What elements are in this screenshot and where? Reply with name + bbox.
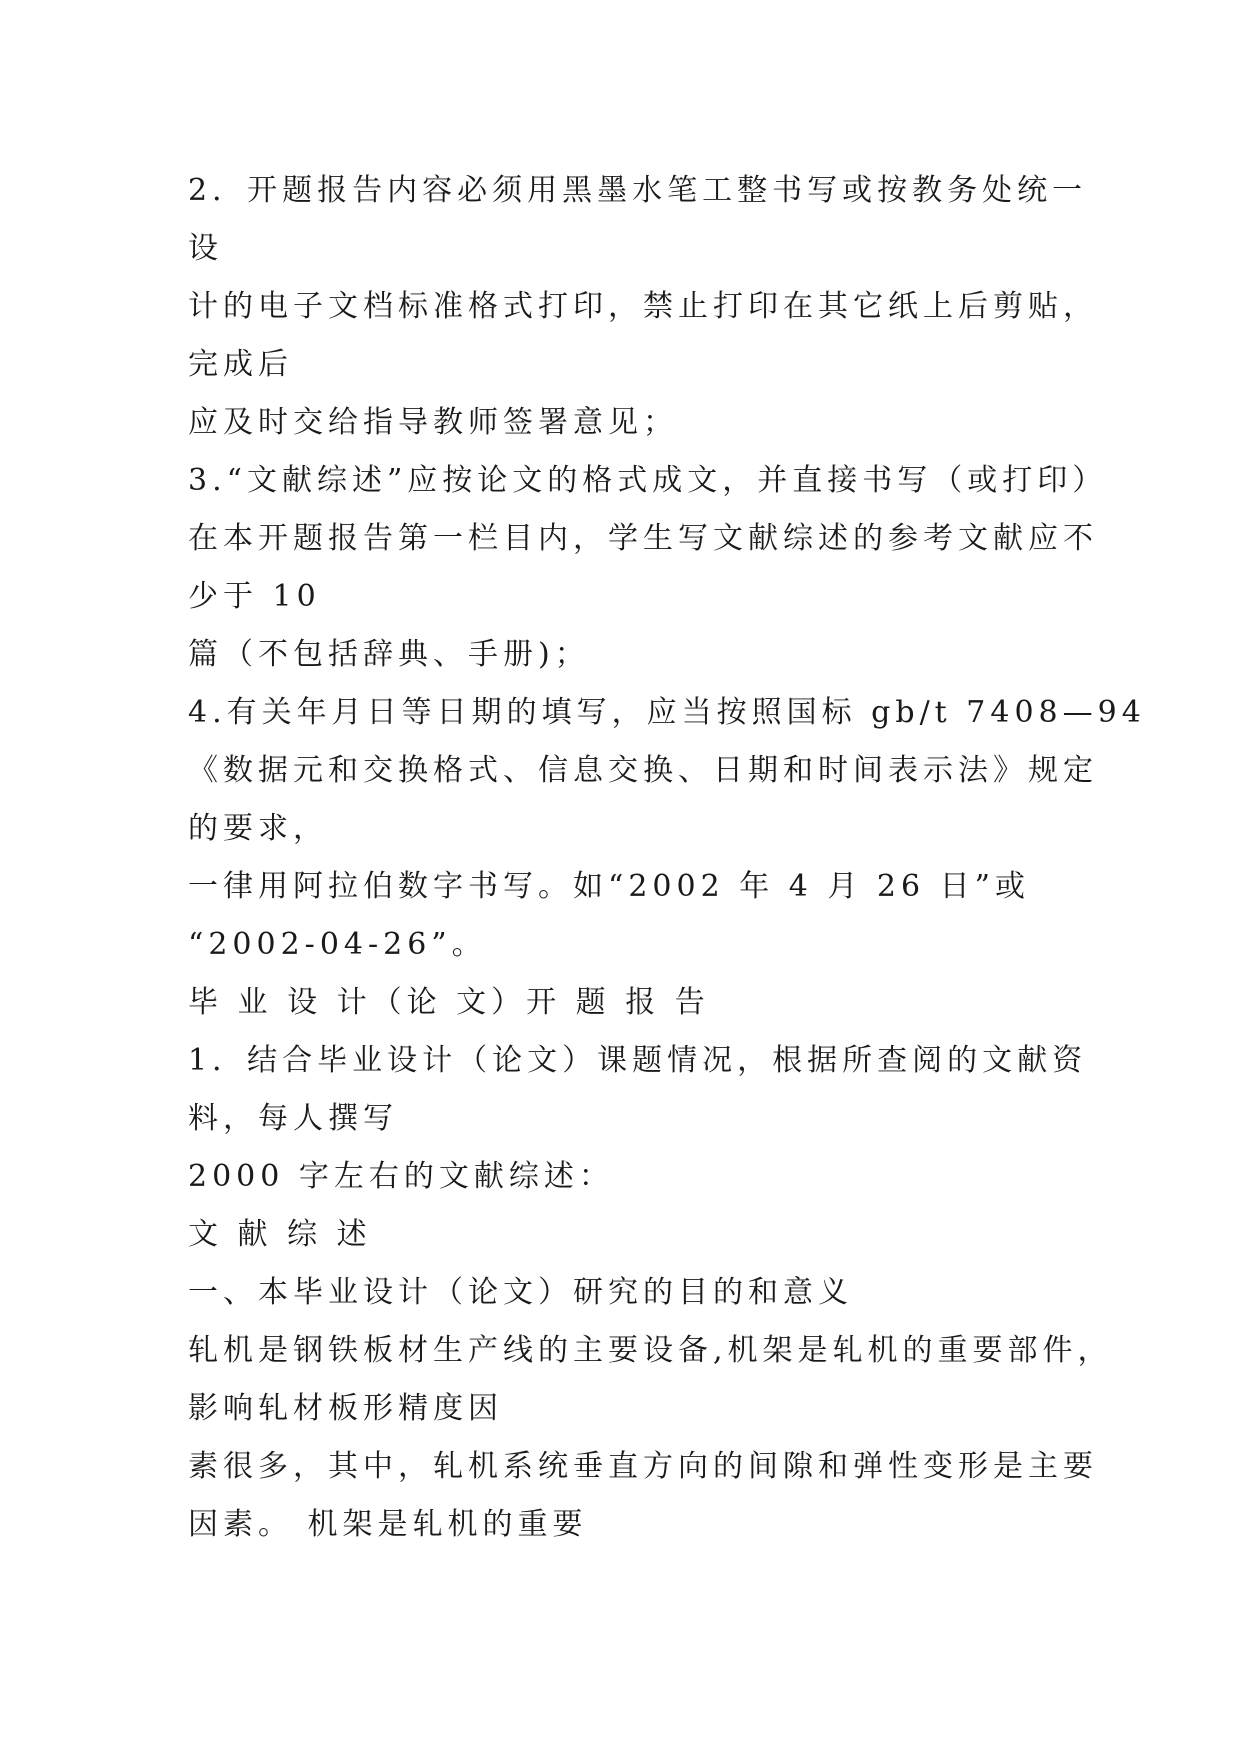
section-heading: 毕 业 设 计（论 文）开 题 报 告 [188, 985, 710, 1020]
text-line: 1．结合毕业设计（论文）课题情况，根据所查阅的文献资 [188, 1043, 1088, 1078]
text-line: 料，每人撰写 [188, 1101, 398, 1136]
text-line: 4.有关年月日等日期的填写，应当按照国标 gb/t 7408—94 [188, 695, 1146, 730]
text-line: 一律用阿拉伯数字书写。如“2002 年 4 月 26 日”或 [188, 869, 1030, 904]
text-line: 应及时交给指导教师签署意见； [188, 405, 678, 440]
text-line: 少于 10 [188, 579, 321, 614]
text-line: 2000 字左右的文献综述： [188, 1159, 614, 1194]
text-line: 《数据元和交换格式、信息交换、日期和时间表示法》规定 [188, 753, 1098, 788]
text-line: 的要求， [188, 811, 328, 846]
text-line: 因素。 机架是轧机的重要 [188, 1507, 588, 1542]
text-line: 完成后 [188, 347, 293, 382]
text-line: 设 [188, 231, 223, 266]
document-body [188, 162, 1146, 1554]
text-line: 2．开题报告内容必须用黑墨水笔工整书写或按教务处统一 [188, 173, 1088, 208]
text-line: 在本开题报告第一栏目内，学生写文献综述的参考文献应不 [188, 521, 1098, 556]
text-line: 影响轧材板形精度因 [188, 1391, 503, 1426]
subsection-heading: 一、本毕业设计（论文）研究的目的和意义 [188, 1275, 853, 1310]
text-line: 3.“文献综述”应按论文的格式成文，并直接书写（或打印） [188, 463, 1108, 498]
text-line: 素很多，其中，轧机系统垂直方向的间隙和弹性变形是主要 [188, 1449, 1098, 1484]
text-line: 计的电子文档标准格式打印，禁止打印在其它纸上后剪贴， [188, 289, 1098, 324]
text-line: 轧机是钢铁板材生产线的主要设备,机架是轧机的重要部件， [188, 1333, 1113, 1368]
text-line: 篇（不包括辞典、手册)； [188, 637, 590, 672]
text-line: “2002-04-26”。 [188, 927, 487, 962]
section-heading: 文 献 综 述 [188, 1217, 372, 1252]
